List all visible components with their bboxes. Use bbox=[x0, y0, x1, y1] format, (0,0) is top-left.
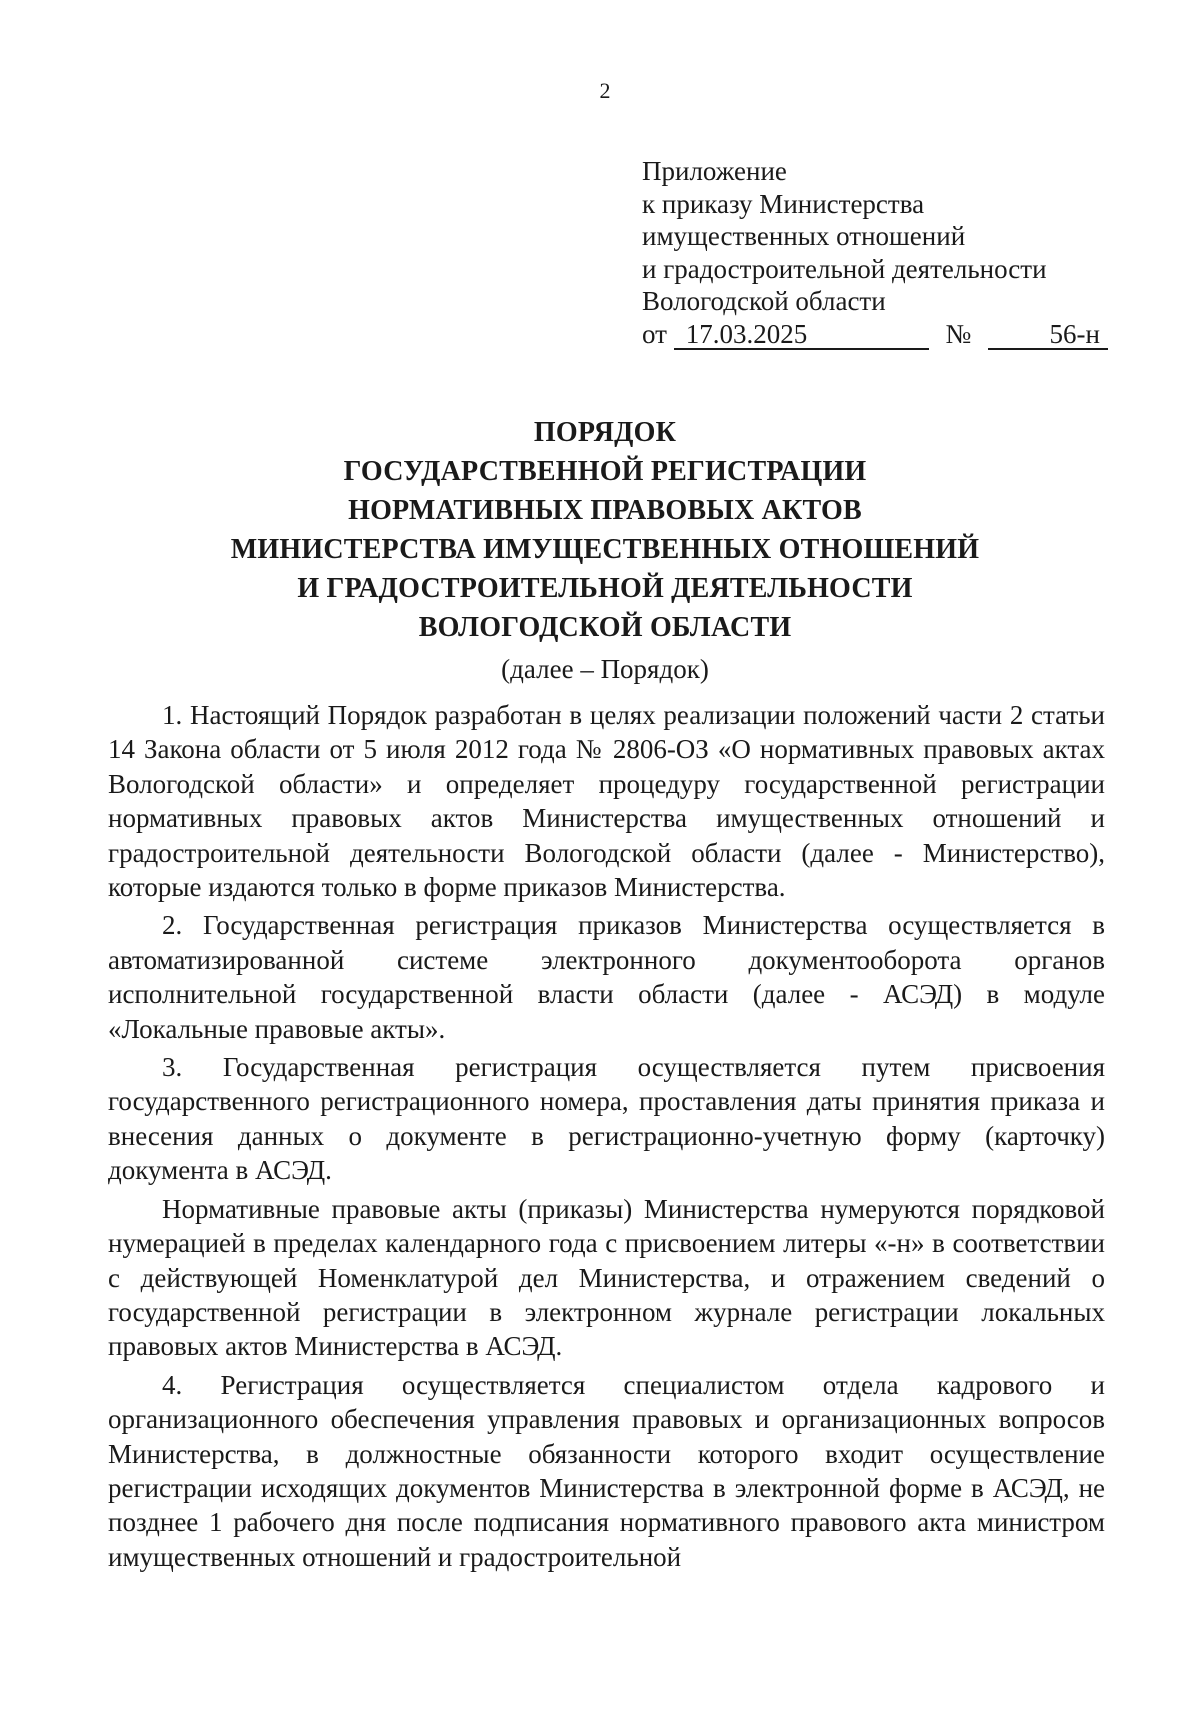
appendix-line: к приказу Министерства bbox=[642, 188, 925, 219]
paragraph: 2. Государственная регистрация приказов Министерства осуществляется в автоматизированной системе электронного документооборота органов исполнительной государственной власти области (далее - АСЭД) в модуле «Локальные правовые акты». bbox=[108, 910, 1105, 1044]
page-number: 2 bbox=[599, 78, 611, 103]
paragraph: Нормативные правовые акты (приказы) Министерства нумеруются порядковой нумерацией в пределах календарного года с присвоением литеры «-н» в соответствии с действующей Номенклатурой дел Министерства, и отражением сведений о государственной регистрации в электронном журнале регистрации локальных правовых актов Министерства в АСЭД. bbox=[108, 1193, 1105, 1362]
appendix-header bbox=[642, 155, 1108, 352]
paragraph: 4. Регистрация осуществляется специалистом отдела кадрового и организационного обеспечения управления правовых и организационных вопросов Министерства, в должностные обязанности которого входит осуществление регистрации исходящих документов Министерства в электронной форме в АСЭД, не позднее 1 рабочего дня после подписания нормативного правового акта министром имущественных отношений и градостроительной bbox=[108, 1369, 1105, 1572]
paragraph: 1. Настоящий Порядок разработан в целях реализации положений части 2 статьи 14 Закона области от 5 июля 2012 года № 2806-ОЗ «О нормативных правовых актах Вологодской области» и определяет процедуру государственной регистрации нормативных правовых актов Министерства имущественных отношений и градостроительной деятельности Вологодской области (далее - Министерство), которые издаются только в форме приказов Министерства. bbox=[108, 700, 1105, 903]
appendix-line: Приложение bbox=[642, 156, 787, 186]
title-line: ВОЛОГОДСКОЙ ОБЛАСТИ bbox=[418, 612, 792, 643]
document-body bbox=[108, 698, 1105, 1578]
appendix-line: имущественных отношений bbox=[642, 221, 966, 251]
title-line: МИНИСТЕРСТВА ИМУЩЕСТВЕННЫХ ОТНОШЕНИЙ bbox=[230, 534, 980, 565]
document-title bbox=[0, 413, 1200, 689]
order-number: 56-н bbox=[988, 320, 1108, 350]
title-line: И ГРАДОСТРОИТЕЛЬНОЙ ДЕЯТЕЛЬНОСТИ bbox=[297, 573, 913, 604]
title-line: ПОРЯДОК bbox=[533, 417, 677, 448]
title-line: НОРМАТИВНЫХ ПРАВОВЫХ АКТОВ bbox=[348, 495, 862, 526]
paragraph: 3. Государственная регистрация осуществляется путем присвоения государственного регистрационного номера, проставления даты принятия приказа и внесения данных о документе в регистрационно-учетную форму (карточку) документа в АСЭД. bbox=[108, 1052, 1105, 1186]
title-line: ГОСУДАРСТВЕННОЙ РЕГИСТРАЦИИ bbox=[343, 456, 867, 487]
appendix-line: Вологодской области bbox=[642, 286, 886, 316]
number-sign: № bbox=[945, 318, 972, 349]
date-label: от bbox=[642, 318, 667, 349]
appendix-line: и градостроительной деятельности bbox=[642, 253, 1047, 284]
order-date: 17.03.2025 bbox=[674, 320, 929, 350]
order-reference bbox=[642, 318, 1108, 352]
title-subtitle: (далее – Порядок) bbox=[501, 654, 709, 684]
